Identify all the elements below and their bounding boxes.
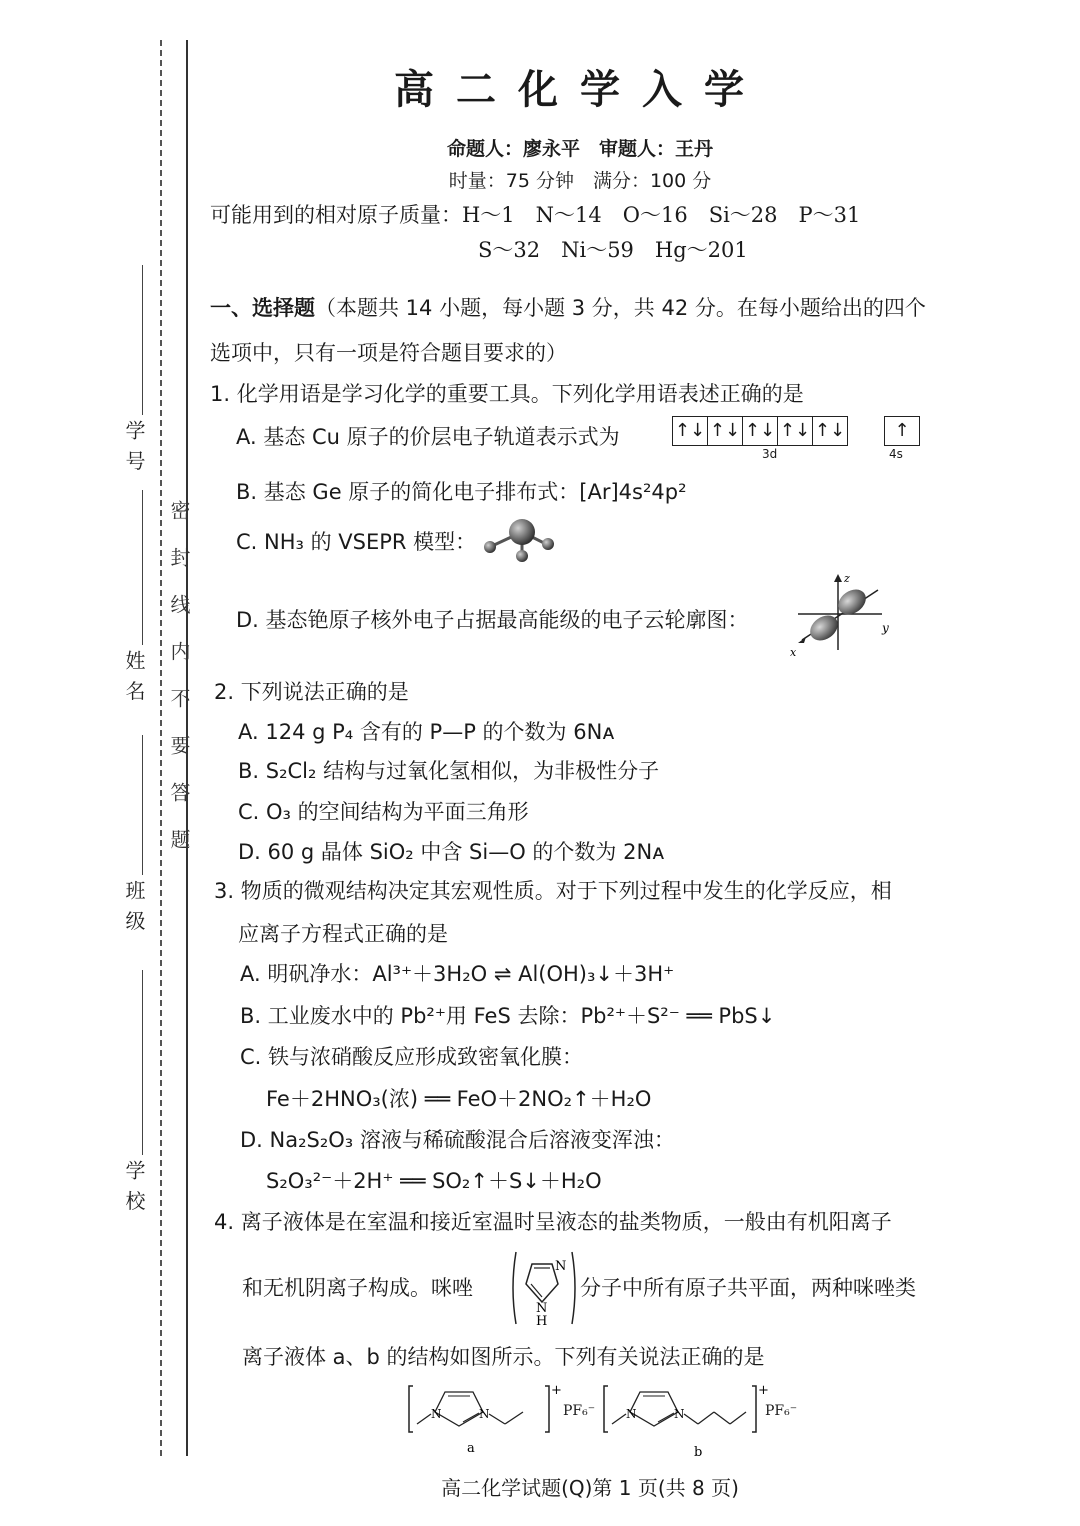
q3-option-c1: C. 铁与浓硝酸反应形成致密氧化膜： [240,1045,584,1069]
q2-stem: 2. 下列说法正确的是 [214,680,409,704]
name-blank [142,490,143,645]
q3-option-c2: Fe＋2HNO₃(浓) ══ FeO＋2NO₂↑＋H₂O [266,1087,652,1111]
label-3d: 3d [762,447,778,461]
orbital-cell: ↑ [894,420,910,441]
q1-option-c: C. NH₃ 的 VSEPR 模型： [236,530,477,554]
q1-option-d: D. 基态铯原子核外电子占据最高能级的电子云轮廓图： [236,608,749,632]
anion-a: PF₆⁻ [563,1403,596,1419]
ring-n-label: N [479,1407,490,1421]
struct-a-label: a [467,1441,475,1456]
orbital-box-3d [672,416,848,446]
q3-option-d2: S₂O₃²⁻＋2H⁺ ══ SO₂↑＋S↓＋H₂O [266,1169,602,1193]
ionic-liquid-a-structure [405,1380,575,1456]
q2-option-d: D. 60 g 晶体 SiO₂ 中含 Si—O 的个数为 2Nᴀ [238,840,665,864]
class-blank [142,735,143,875]
class-label: 班 级 [122,880,146,933]
vsepr-model-image [478,516,558,564]
q1-3d-orbital-diagram [672,416,848,446]
section-intro [210,296,926,321]
student-number-label: 学 号 [122,420,146,473]
q3-stem-1: 3. 物质的微观结构决定其宏观性质。对于下列过程中发生的化学反应，相 [214,879,892,903]
student-number-blank [142,265,143,415]
imidazole-n-label: N [555,1259,567,1274]
q4-stem-1: 4. 离子液体是在室温和接近室温时呈液态的盐类物质，一般由有机阳离子 [214,1210,892,1234]
seal-notice: 密封线内不要答题 [167,500,191,876]
p-orbital-diagram [786,570,896,658]
q1-stem: 1. 化学用语是学习化学的重要工具。下列化学用语表述正确的是 [210,382,804,406]
time-score: 时量：75 分钟 满分：100 分 [448,170,712,192]
q3-option-a: A. 明矾净水：Al³⁺＋3H₂O ⇌ Al(OH)₃↓＋3H⁺ [240,962,675,986]
ionic-liquid-b-structure [600,1380,790,1460]
q2-option-b: B. S₂Cl₂ 结构与过氧化氢相似，为非极性分子 [238,759,660,783]
atomic-mass-line2: S～32 Ni～59 Hg～201 [478,238,748,262]
orbital-cell: ↑↓ [673,417,708,445]
orbital-cell: ↑↓ [814,420,846,441]
imidazole-h-label: H [536,1314,548,1328]
q1-option-b: B. 基态 Ge 原子的简化电子排布式：[Ar]4s²4p² [236,480,687,504]
anion-b: PF₆⁻ [765,1403,798,1419]
school-label: 学 校 [122,1160,146,1213]
orbital-cell: ↑↓ [743,417,778,445]
q4-stem-2b: 分子中所有原子共平面，两种咪唑类 [580,1276,916,1300]
q3-stem-2: 应离子方程式正确的是 [238,922,448,946]
section-desc-2: 选项中，只有一项是符合题目要求的） [210,341,567,365]
charge-plus: + [551,1383,562,1398]
authors: 命题人：廖永平 审题人：王丹 [446,138,713,160]
charge-plus: + [758,1383,769,1398]
imidazole-structure [510,1248,578,1328]
axis-x-label: x [790,646,797,658]
name-label: 姓 名 [122,650,146,703]
q3-option-b: B. 工业废水中的 Pb²⁺用 FeS 去除：Pb²⁺＋S²⁻ ══ PbS↓ [240,1004,776,1028]
orbital-cell: ↑↓ [708,417,743,445]
section-desc-1: （本题共 14 小题，每小题 3 分，共 42 分。在每小题给出的四个 [315,296,926,320]
imidazole-nh-label: N [536,1301,548,1316]
section-heading: 一、选择题 [210,296,315,320]
school-blank [142,970,143,1155]
orbital-cell: ↑↓ [778,417,813,445]
ring-n-label: N [674,1407,685,1421]
q4-stem-2a: 和无机阴离子构成。咪唑 [242,1276,473,1300]
q1-option-a: A. 基态 Cu 原子的价层电子轨道表示式为 [236,425,620,449]
axis-y-label: y [882,621,889,635]
ring-n-label: N [626,1407,637,1421]
struct-b-label: b [694,1445,703,1460]
atomic-mass-line1: 可能用到的相对原子质量：H～1 N～14 O～16 Si～28 P～31 [210,203,861,227]
axis-z-label: z [844,572,850,585]
q4-stem-3: 离子液体 a、b 的结构如图所示。下列有关说法正确的是 [242,1345,765,1369]
ring-n-label: N [431,1407,442,1421]
page-title: 高二化学入学 [394,67,766,113]
q1-4s-orbital-diagram [884,416,920,446]
dashed-seal-line [160,40,162,1456]
page-footer: 高二化学试题(Q)第 1 页(共 8 页) [441,1476,739,1500]
q2-option-a: A. 124 g P₄ 含有的 P—P 的个数为 6Nᴀ [238,720,615,744]
q2-option-c: C. O₃ 的空间结构为平面三角形 [238,800,529,824]
label-4s: 4s [889,447,903,461]
q3-option-d1: D. Na₂S₂O₃ 溶液与稀硫酸混合后溶液变浑浊： [240,1128,675,1152]
